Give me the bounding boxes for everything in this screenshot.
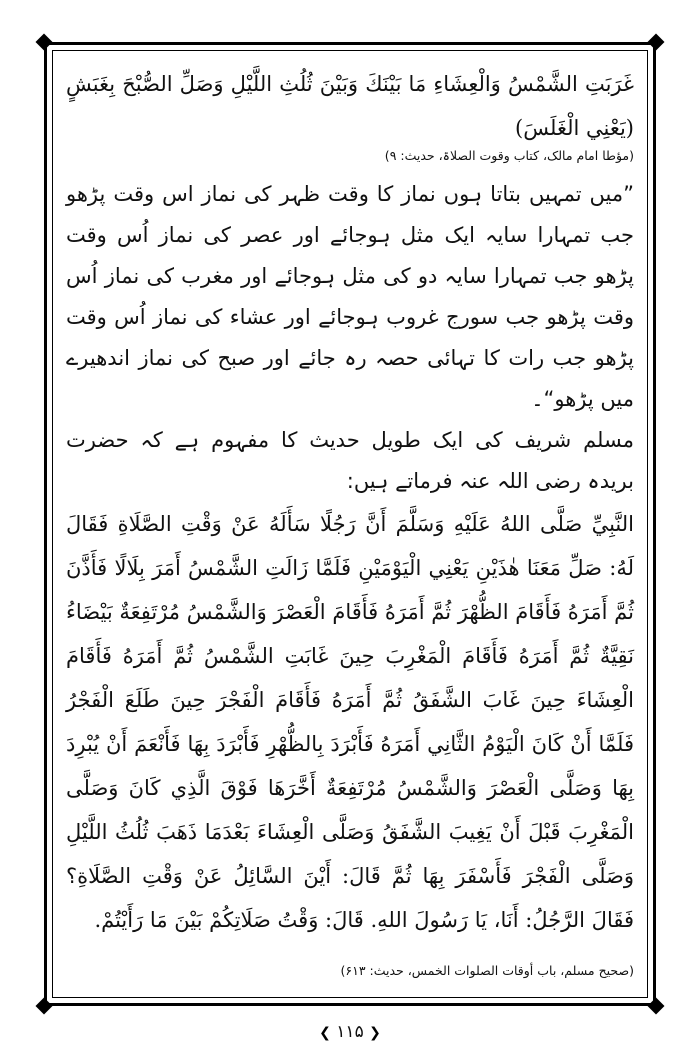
urdu-translation: ”میں تمہیں بتاتا ہوں نماز کا وقت ظہر کی نماز اس وقت پڑھو جب تمہارا سایہ ایک مثل ہوجائے اور عصر کی نماز اُس وقت پڑھو جب تمہارا سایہ دو کی مثل ہوجائے اور مغرب کی نماز اُس وقت پڑھو جب سورج غروب ہوجائے اور عشاء کی نماز اُس وقت پڑھو جب رات کا تہائی حصہ رہ جائے اور صبح کی نماز اندھیرے میں پڑھو“۔: [66, 182, 634, 411]
reference-sahih-muslim: (صحیح مسلم، باب أوقات الصلوات الخمس، حدیث: ۶۱۳): [340, 963, 634, 978]
page-number-ornament-right: ❯: [369, 1025, 381, 1041]
urdu-intro-muslim: مسلم شریف کی ایک طویل حدیث کا مفہوم ہے کہ حضرت بریدہ رضی اللہ عنہ فرماتے ہیں:: [66, 428, 634, 493]
page-number-ornament-left: ❮: [319, 1025, 331, 1041]
reference-muwatta: (مؤطا امام مالک، کتاب وقوت الصلاۃ، حدیث: ۹): [384, 148, 634, 163]
page-number-text: ١١۵: [336, 1022, 364, 1042]
page-content: [66, 62, 634, 982]
arabic-hadith-muslim: النَّبِيِّ صَلَّى اللهُ عَلَيْهِ وَسَلَّمَ أَنَّ رَجُلًا سَأَلَهُ عَنْ وَقْتِ الصَّلَاةِ فَقَالَ لَهُ: صَلِّ مَعَنَا هٰذَيْنِ يَعْنِي الْيَوْمَيْنِ فَلَمَّا زَالَتِ الشَّمْسُ أَمَرَ بِلَالًا فَأَذَّنَ ثُمَّ أَمَرَهُ فَأَقَامَ الظُّهْرَ ثُمَّ أَمَرَهُ فَأَقَامَ الْعَصْرَ وَالشَّمْسُ مُرْتَفِعَةٌ بَيْضَاءُ نَقِيَّةٌ ثُمَّ أَمَرَهُ فَأَقَامَ الْمَغْرِبَ حِينَ غَابَتِ الشَّمْسُ ثُمَّ أَمَرَهُ فَأَقَامَ الْعِشَاءَ حِينَ غَابَ الشَّفَقُ ثُمَّ أَمَرَهُ فَأَقَامَ الْفَجْرَ حِينَ طَلَعَ الْفَجْرُ فَلَمَّا أَنْ كَانَ الْيَوْمُ الثَّانِي أَمَرَهُ فَأَبْرَدَ بِالظُّهْرِ فَأَبْرَدَ بِهَا فَأَنْعَمَ أَنْ يُبْرِدَ بِهَا وَصَلَّى الْعَصْرَ وَالشَّمْسُ مُرْتَفِعَةٌ أَخَّرَهَا فَوْقَ الَّذِي كَانَ وَصَلَّى الْمَغْرِبَ قَبْلَ أَنْ يَغِيبَ الشَّفَقُ وَصَلَّى الْعِشَاءَ بَعْدَمَا ذَهَبَ ثُلُثُ اللَّيْلِ وَصَلَّى الْفَجْرَ فَأَسْفَرَ بِهَا ثُمَّ قَالَ: أَيْنَ السَّائِلُ عَنْ وَقْتِ الصَّلَاةِ؟ فَقَالَ الرَّجُلُ: أَنَا، يَا رَسُولَ اللهِ. قَالَ: وَقْتُ صَلَاتِكُمْ بَيْنَ مَا رَأَيْتُمْ.: [66, 512, 634, 932]
page-number: [0, 1022, 700, 1042]
arabic-text-continuation: غَرَبَتِ الشَّمْسُ وَالْعِشَاءِ مَا بَيْنَكَ وَبَيْنَ ثُلُثِ اللَّيْلِ وَصَلِّ الصُّبْحَ بِغَبَشٍ (يَعْنِي الْغَلَسَ): [66, 72, 634, 140]
